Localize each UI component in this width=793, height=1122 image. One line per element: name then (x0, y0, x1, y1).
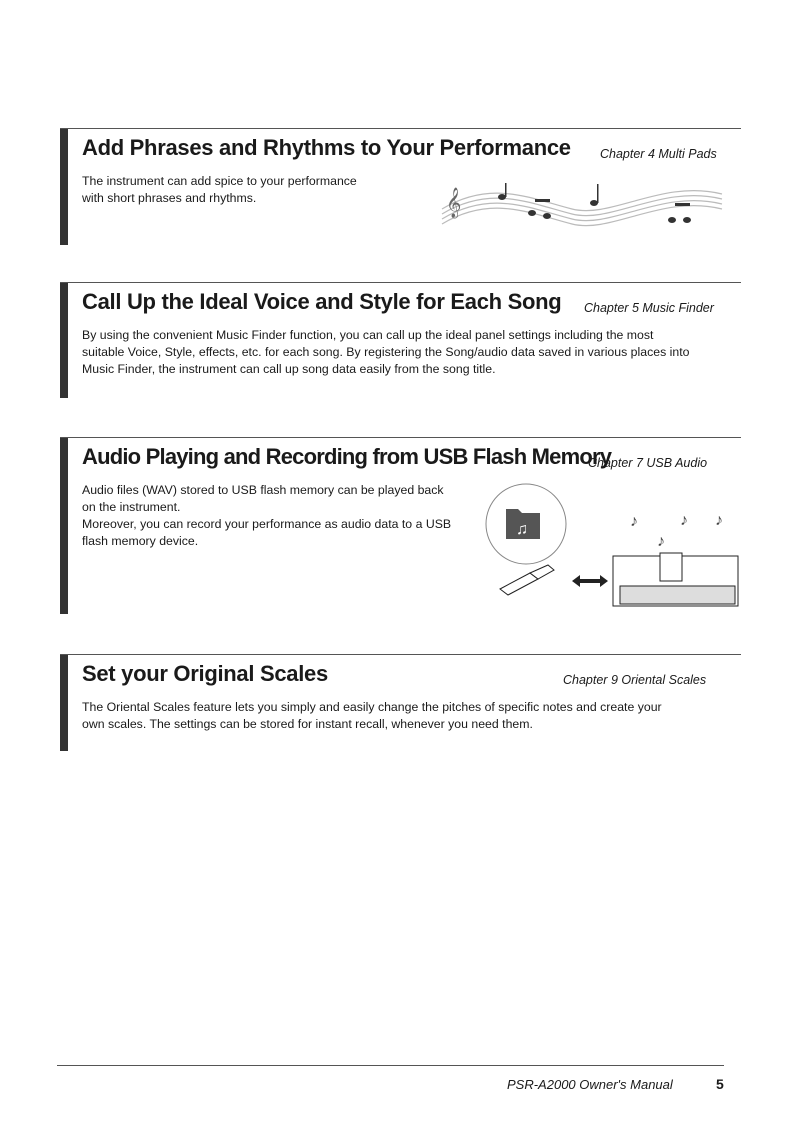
usb-keyboard-illustration (480, 481, 740, 611)
section-body (82, 327, 689, 378)
keyboard-icon (613, 553, 738, 606)
svg-text:♫: ♫ (516, 521, 528, 538)
body-line: flash memory device. (82, 534, 199, 548)
music-folder-icon (506, 509, 540, 539)
chapter-reference: Chapter 4 Multi Pads (600, 147, 717, 161)
section-bar (60, 283, 68, 398)
double-arrow-icon (572, 575, 608, 587)
section-title: Set your Original Scales (82, 661, 328, 686)
body-line: Moreover, you can record your performance as audio data to a USB (82, 517, 452, 531)
section-bar (60, 655, 68, 751)
chapter-reference: Chapter 7 USB Audio (588, 456, 708, 470)
section-body (82, 699, 662, 733)
section-multi-pads (60, 128, 741, 245)
body-line: with short phrases and rhythms. (82, 191, 257, 205)
section-oriental-scales (60, 654, 741, 751)
svg-text:♪: ♪ (657, 533, 665, 550)
body-line: Audio files (WAV) stored to USB flash memory can be played back (82, 483, 444, 497)
section-body (82, 173, 357, 207)
music-staff-illustration (432, 169, 732, 239)
section-title: Call Up the Ideal Voice and Style for Each Song (82, 289, 562, 314)
body-line: suitable Voice, Style, effects, etc. for each song. By registering the Song/audio data saved in various places into (82, 345, 690, 359)
chapter-reference: Chapter 5 Music Finder (584, 301, 714, 315)
usb-stick-icon (500, 565, 554, 595)
body-line: own scales. The settings can be stored for instant recall, whenever you need them. (82, 717, 533, 731)
svg-text:𝄞: 𝄞 (446, 188, 462, 218)
section-usb-audio (60, 437, 741, 614)
body-line: on the instrument. (82, 500, 181, 514)
section-title: Audio Playing and Recording from USB Flash Memory (82, 444, 612, 469)
section-bar (60, 438, 68, 614)
section-body (82, 482, 451, 550)
svg-text:♪: ♪ (715, 512, 723, 529)
section-bar (60, 129, 68, 245)
footer-divider (57, 1065, 724, 1066)
body-line: The instrument can add spice to your performance (82, 174, 357, 188)
svg-text:♪: ♪ (680, 512, 688, 529)
footer-manual-title: PSR-A2000 Owner's Manual (507, 1077, 673, 1092)
chapter-reference: Chapter 9 Oriental Scales (563, 673, 707, 687)
section-music-finder (60, 282, 741, 398)
page-number: 5 (716, 1076, 724, 1092)
svg-text:♪: ♪ (630, 513, 638, 530)
body-line: By using the convenient Music Finder function, you can call up the ideal panel settings including the most (82, 328, 654, 342)
body-line: Music Finder, the instrument can call up song data easily from the song title. (82, 362, 496, 376)
section-title: Add Phrases and Rhythms to Your Performance (82, 135, 571, 160)
body-line: The Oriental Scales feature lets you simply and easily change the pitches of specific notes and create your (82, 700, 662, 714)
